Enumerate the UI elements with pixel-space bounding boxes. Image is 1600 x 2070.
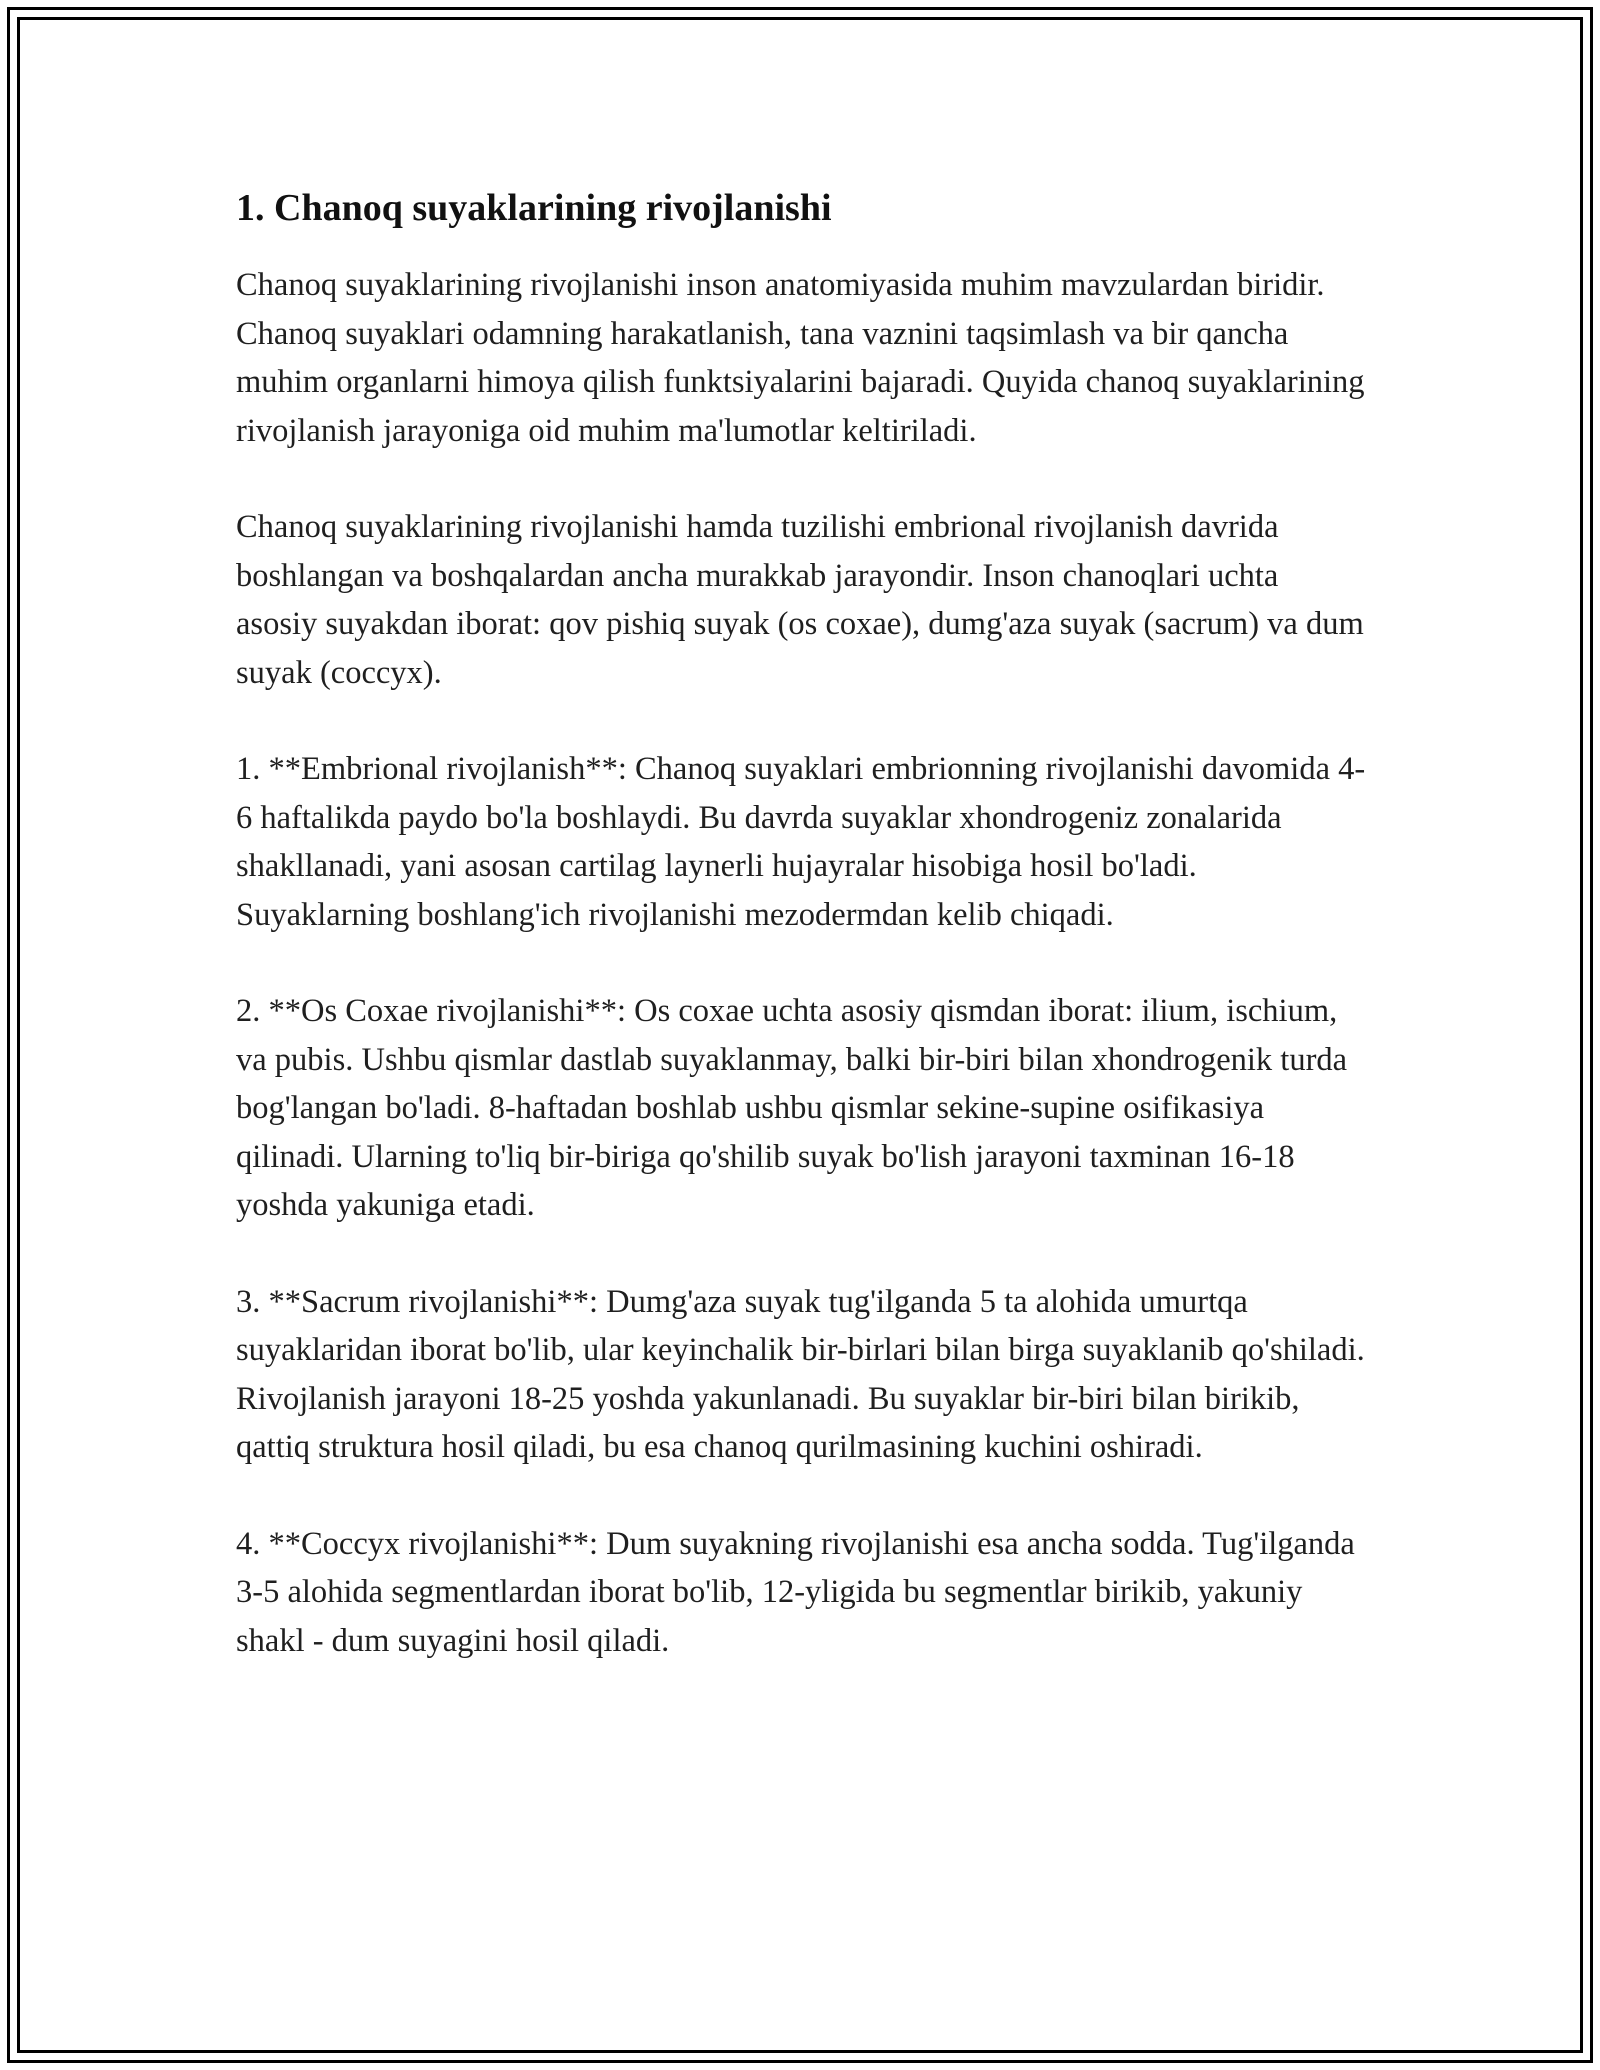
paragraph-sacrum: 3. **Sacrum rivojlanishi**: Dumg'aza suyak tug'ilganda 5 ta alohida umurtqa suyaklaridan iborat bo'lib, ular keyinchalik bir-birlari bilan birga suyaklanib qo'shiladi. Rivojlanish jarayoni 18-25 yoshda yakunlanadi. Bu suyaklar bir-biri bilan birikib, qattiq struktura hosil qiladi, bu esa chanoq qurilmasining kuchini oshiradi. — [236, 1283, 1365, 1466]
document-body — [236, 184, 1366, 1713]
paragraph-intro: Chanoq suyaklarining rivojlanishi inson anatomiyasida muhim mavzulardan biridir. Chanoq suyaklari odamning harakatlanish, tana vaznini taqsimlash va bir qancha muhim organlarni himoya qilish funktsiyalarini bajaradi. Quyida chanoq suyaklarining rivojlanish jarayoniga oid muhim ma'lumotlar keltiriladi. — [236, 267, 1365, 449]
paragraph-coccyx: 4. **Coccyx rivojlanishi**: Dum suyakning rivojlanishi esa ancha sodda. Tug'ilganda 3-5 alohida segmentlardan iborat bo'lib, 12-yligida bu segmentlar birikib, yakuniy shakl - dum suyagini hosil qiladi. — [236, 1525, 1355, 1659]
paragraph-overview: Chanoq suyaklarining rivojlanishi hamda tuzilishi embrional rivojlanish davrida boshlangan va boshqalardan ancha murakkab jarayondir. Inson chanoqlari uchta asosiy suyakdan iborat: qov pishiq suyak (os coxae), dumg'aza suyak (sacrum) va dum suyak (coccyx). — [236, 509, 1364, 691]
paragraph-embryonic: 1. **Embrional rivojlanish**: Chanoq suyaklari embrionning rivojlanishi davomida 4-6 haftalikda paydo bo'la boshlaydi. Bu davrda suyaklar xhondrogeniz zonalarida shakllanadi, yani asosan cartilag laynerli hujayralar hisobiga hosil bo'ladi. Suyaklarning boshlang'ich rivojlanishi mezodermdan kelib chiqadi. — [236, 751, 1366, 933]
paragraph-os-coxae: 2. **Os Coxae rivojlanishi**: Os coxae uchta asosiy qismdan iborat: ilium, ischium, va pubis. Ushbu qismlar dastlab suyaklanmay, balki bir-biri bilan xhondrogenik turda bog'langan bo'ladi. 8-haftadan boshlab ushbu qismlar sekine-supine osifikasiya qilinadi. Ularning to'liq bir-biriga qo'shilib suyak bo'lish jarayoni taxminan 16-18 yoshda yakuniga etadi. — [236, 993, 1348, 1224]
document-title: 1. Chanoq suyaklarining rivojlanishi — [236, 187, 832, 229]
